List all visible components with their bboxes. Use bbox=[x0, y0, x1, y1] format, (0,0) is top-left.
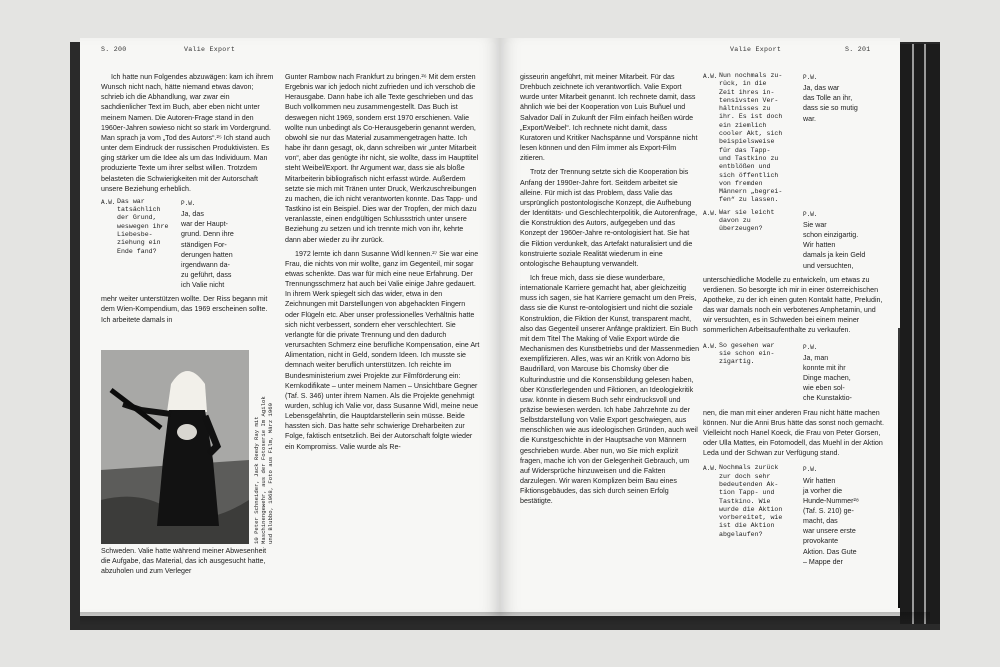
paragraph: gisseurin angeführt, mit meiner Mitarbeit. Für das Drehbuch zeichnete ich verantwortlich. Valie Export wurde unter Mitarbeit genannt. Ich rechnete damit, dass ähnlich wie bei der Kooperation von Luis Buñuel und Salvador Dalí in Zukunft der Film einfach heißen würde „Export/Weibel“. Ich rechnete nicht damit, dass Kuratoren und Kritiker Nachspänne und Vorspänne nicht lesen können und den Film immer als Export-Film zitieren. bbox=[520, 73, 698, 163]
woman-photo-image bbox=[101, 350, 249, 544]
running-head: Valie Export bbox=[184, 46, 236, 53]
paragraph: Schweden. Valie hatte während meiner Abwesenheit die Aufgabe, das Material, das ich ausgesucht hatte, abzuholen und zum Verleger bbox=[101, 547, 267, 576]
paragraph: Gunter Rambow nach Frankfurt zu bringen.²⁶ Mit dem ersten Ergebnis war ich jedoch nicht zufrieden und ich verschob die Herausgabe. Dann habe ich alle Texte geschrieben und das Buch vollkommen neu zusammengestellt. Das Buch ist deswegen nicht 1969, sondern erst 1970 erschienen. Valie wollte nun unbedingt als Co-Herausgeberin genannt werden, obwohl sie nur das Material zusammengetragen hatte. Ich habe ihr dann gesagt, ok, dann schreiben wir „unter Mitarbeit von“, aber das genügte ihr nicht, sie wollte, dass im Haupttitel steht Weibel/Export. Ihr Argument war, dass sie als bloße Mitarbeiterin bibliografisch nicht erfasst würde. Außerdem setzte sie mich mit Tränen unter Druck, Werkzuschreibungen zu machen, die ich nicht verantworten konnte. Das Tapp- und Tastkino ist ein Beispiel. Dies war der Tropfen, der mich dazu veranlasste, einen endgültigen Schlussstrich unter unsere Beziehung zu setzen und ich trennte mich von ihr, kehrte dann aber wieder zu ihr zurück. bbox=[285, 73, 479, 244]
paragraph: nen, die man mit einer anderen Frau nicht hätte machen können. Nur die Anni Brus hätte das sonst noch gemacht. Vielleicht noch Hanel Koeck, die Frau von Peter Gorsen, oder Ulla Mattes, ein Fotomodell, das Muehl in der Aktion Leda und der Schwan zur Verfügung stand. bbox=[703, 408, 885, 458]
speaker-label: P.W. bbox=[181, 199, 196, 207]
page-edges bbox=[900, 44, 940, 624]
speaker-label: P.W. bbox=[803, 466, 818, 474]
page-number: S. 200 bbox=[101, 46, 127, 53]
interview-answer: Ja, das war das Tolle an ihr, dass sie so mutig war. bbox=[803, 84, 858, 123]
interview-question: So gesehen war sie schon ein- zigartig. bbox=[719, 341, 775, 366]
caption-text: 10 Peter Schneider, Jack Reedy Ray mit Maschinengewehr, aus der Fotoserie Im Agilok und Blubbo, 1968, Foto aus Film, März 1969 bbox=[253, 396, 274, 544]
interview-answer: Sie war schon einzigartig. Wir hatten damals ja kein Geld und versuchten, bbox=[803, 220, 866, 270]
right-column-2 bbox=[703, 72, 885, 571]
left-page bbox=[80, 38, 500, 616]
page-edge-stripe bbox=[924, 44, 926, 624]
paragraph: 1972 lernte ich dann Susanne Widl kennen.²⁷ Sie war eine Frau, die nichts von mir wollte, ganz im Gegenteil, mir sogar etwas schenkte. Das war für mich eine neue Erfahrung. Der Trennungsschmerz hat auch bei Valie einige Jahre gedauert. In ihrem Werk spiegelt sich das wider, etwa in den Zeichnungen mit Darstellungen von abgehackten Fingern oder Flügeln etc. Aber unser professionelles Verhältnis hatte sich nicht verbessert, sondern eher verschlechtert. Sie verlangte für die private Trennung und den dadurch verursachten Schmerz eine berufliche Kompensation, eine Art Alimentation, nicht in Geld, sondern Ideen. Ich musste sie demnach weiter beruflich unterstützen. Ich reichte im Bundesministerium zwei Projekte zur Filmförderung ein: Kernkodifikate – unter meinem Namen – Unsichtbare Gegner (Taf. S. 346) unter ihrem Namen. Als die Projekte genehmigt wurden, schlug ich Valie vor, dass Susanne Widl, meine neue Lebensgefährtin, die Hauptdarstellerin sein müsse. Beide hassten sich. Das hatte sehr schwierige Dreharbeiten zur Folge, faktisch entsetzlich. Bei der Autorschaft folgte wieder ein Kompromiss. Valie wurde als Re- bbox=[285, 249, 480, 451]
paragraph: mehr weiter unterstützen wollte. Der Riss begann mit dem Wien-Kompendium, das 1969 erscheinen sollte. Ich arbeitete damals in bbox=[101, 295, 268, 324]
interview-question: Das war tatsächlich der Grund, weswegen ihre Liebesbe- ziehung ein Ende fand? bbox=[117, 197, 169, 255]
interview-question: Nochmals zurück zur doch sehr bedeutenden Ak- tion Tapp- und Tastkino. Wie wurde die Aktion vorbereitet, wie ist die Aktion abgelaufen? bbox=[719, 464, 783, 538]
speaker-label: P.W. bbox=[803, 74, 818, 81]
next-page-image-strip bbox=[898, 328, 900, 608]
book-bottom-shadow bbox=[80, 612, 930, 626]
photo-figure bbox=[101, 350, 249, 544]
speaker-label: A.W. bbox=[101, 198, 116, 206]
figure-caption bbox=[249, 350, 275, 544]
right-page bbox=[500, 38, 900, 616]
speaker-label: A.W. bbox=[703, 465, 718, 473]
speaker-label: A.W. bbox=[703, 73, 718, 80]
speaker-label: P.W. bbox=[803, 343, 818, 351]
left-column-1 bbox=[101, 72, 275, 325]
paragraph: Ich hatte nun Folgendes abzuwägen: kam ich ihrem Wunsch nicht nach, hätte niemand etwas davon; schrieb ich die Abhandlung, war zwar ein sachdienlicher Text im Buch, aber eben nicht unter meinem Namen. Die Autoren-Frage stand in den 1960er-Jahren sowieso nicht so stark im Vordergrund. Man sprach ja vom „Tod des Autors“.²⁵ Ich stand auch unter dem Eindruck der russischen Produktivisten. Es ging stärker um die Idee als um das Individuum. Man produzierte Texte um ihrer selbst willen. Trotzdem belasteten die Schwierigkeiten mit der Autorschaft unsere Beziehung erheblich. bbox=[101, 73, 274, 193]
running-head: Valie Export bbox=[730, 46, 782, 53]
speaker-label: P.W. bbox=[803, 210, 818, 218]
paragraph: Ich freue mich, dass sie diese wunderbare, internationale Karriere gemacht hat, aber gleichzeitig muss ich sagen, sie hat Karriere gemacht um den Preis, dass sie die Kunst re-ontologisiert und nicht die soziale Konstruktion, die Fiktion der Kunst, transparent macht, also das Gegenteil unserer Anfänge praktiziert. Ein Buch mit dem Titel The Making of Valie Export würde die Mechanismen des Kunstbetriebs und der Massenmedien exemplifizieren. Alles, was wir an Kritik von Adorno bis Baudrillard, von Marcuse bis Chomsky über die Kulturindustrie und die Konsensbildung gelesen haben, über Künstlerlegenden und Fiktionen, an Ideologiekritik usw. könnte in diesem Buch sehr eindrucksvoll und präzise bewiesen werden. Ich habe Jahrzehnte zu der Selbstdarstellung von Valie Export geschwiegen, aus menschlichen wie aus ideologischen Gründen, auch weil die Kunstgeschichte in der Hauptsache von Männern geschrieben wurde. Aber nun, wo Sie mich explizit fragen, mache ich von der Gelegenheit Gebrauch, um auf Widersprüche hinzuweisen und die Fakten darzulegen. Wir waren Komplizen beim Bau eines Fiktionsgebäudes, das sich durch seinen Erfolg bestätigte. bbox=[520, 273, 700, 506]
interview-answer: Ja, das war der Haupt- grund. Denn ihre ständigen For- derungen hatten irgendwann da- zu geführt, dass ich Valie nicht bbox=[181, 210, 234, 290]
page-edge-stripe bbox=[912, 44, 914, 624]
speaker-label: A.W. bbox=[703, 342, 718, 350]
interview-answer: Ja, man konnte mit ihr Dinge machen, wie eben sol- che Kunstaktio- bbox=[803, 353, 852, 403]
speaker-label: A.W. bbox=[703, 209, 718, 217]
page-number: S. 201 bbox=[845, 46, 871, 53]
paragraph: Trotz der Trennung setzte sich die Kooperation bis Anfang der 1990er-Jahre fort. Seitdem arbeitet sie alleine. Für mich ist das Problem, dass Valie das ursprünglich postontologische Konzept, die Aufhebung der Identitäts- und Geschlechterpolitik, die Autorenfrage, die Konstruktion des Autors, aufgegeben und das Konzept der 1960er-Jahre re-ontologisiert hat. Sie hat die Fiktion verdunkelt, das Artefakt naturalisiert und die konstruierte soziale Realität wiederum in eine ontologische Behauptung verwandelt. bbox=[520, 168, 698, 268]
left-column-1-bottom bbox=[101, 546, 275, 576]
right-column-1 bbox=[520, 72, 700, 507]
interview-answer: Wir hatten ja vorher die Hunde-Nummer²⁸ (Taf. S. 210) ge- macht, das war unsere erste provokante Aktion. Das Gute – Mappe der bbox=[803, 476, 859, 566]
interview-question: War sie leicht davon zu überzeugen? bbox=[719, 208, 775, 233]
left-column-2 bbox=[285, 72, 480, 452]
paragraph: unterschiedliche Modelle zu entwickeln, um etwas zu verdienen. So besorgte ich mir in einer österreichischen Apotheke, zu der ich einen guten Kontakt hatte, Preludin, das war damals noch ein verbotenes Amphetamin, und wir versuchten, es in Schweden bei einem meiner sommerlichen Arbeitsaufenthalte zu verkaufen. bbox=[703, 275, 883, 335]
interview-question: Nun nochmals zu- rück, in die Zeit ihres in- tensivsten Ver- hältnisses zu ihr. Es ist doch ein ziemlich cooler Akt, sich beispielsweise für das Tapp- und Tastkino zu entblößen und sich öffentlich von fremden Männern „begrei- fen“ zu lassen. bbox=[719, 72, 783, 204]
